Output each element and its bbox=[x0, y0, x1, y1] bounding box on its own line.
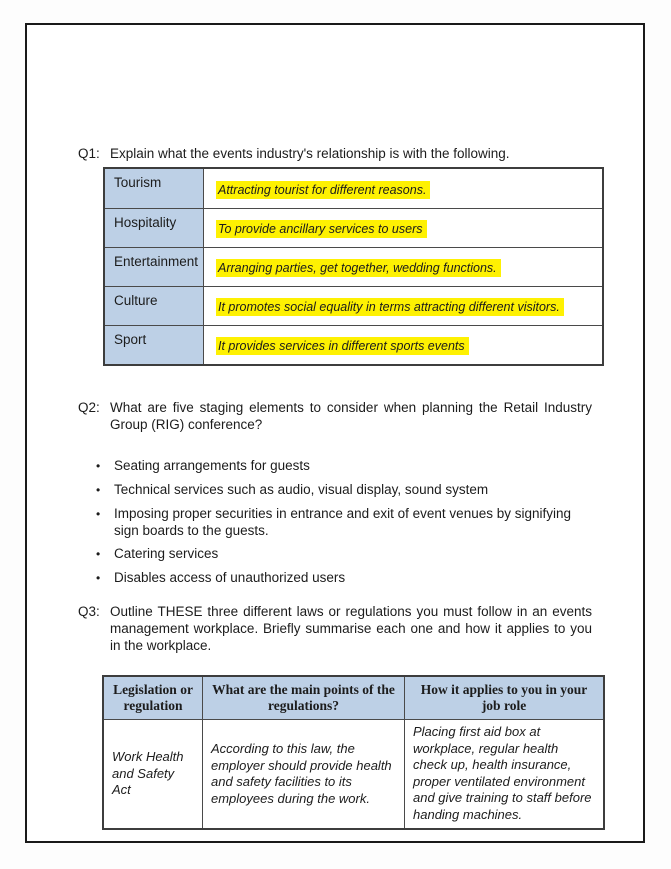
term-cell: Tourism bbox=[105, 169, 204, 208]
highlighted-answer: It provides services in different sports events bbox=[216, 337, 469, 355]
table-row bbox=[105, 169, 602, 208]
highlighted-answer: Arranging parties, get together, wedding functions. bbox=[216, 259, 501, 277]
column-header: What are the main points of the regulations? bbox=[202, 677, 404, 719]
answer-cell bbox=[204, 287, 602, 325]
q2-label: Q2: bbox=[78, 400, 100, 415]
term-cell: Culture bbox=[105, 287, 204, 325]
q3-legislation-table bbox=[102, 675, 605, 830]
term-cell: Sport bbox=[105, 326, 204, 364]
term-cell: Entertainment bbox=[105, 248, 204, 286]
bullet-icon: • bbox=[96, 507, 101, 521]
answer-cell bbox=[204, 326, 602, 364]
list-item bbox=[96, 569, 596, 587]
term-cell: Hospitality bbox=[105, 209, 204, 247]
bullet-text: Imposing proper securities in entrance and exit of event venues by signifying sign boards to the guests. bbox=[114, 506, 572, 538]
legislation-cell: Work Health and Safety Act bbox=[112, 749, 184, 798]
q2-text: What are five staging elements to consider when planning the Retail Industry Group (RIG) conference? bbox=[110, 400, 592, 432]
column-header: How it applies to you in your job role bbox=[404, 677, 603, 719]
list-item bbox=[96, 481, 596, 499]
answer-cell bbox=[204, 169, 602, 208]
answer-cell bbox=[204, 209, 602, 247]
q3-text: Outline THESE three different laws or regulations you must follow in an events management workplace. Briefly summarise each one and how it applies to you in the workplace. bbox=[110, 604, 592, 653]
bullet-text: Seating arrangements for guests bbox=[114, 458, 310, 473]
highlighted-answer: It promotes social equality in terms attracting different visitors. bbox=[216, 298, 564, 316]
bullet-icon: • bbox=[96, 547, 101, 561]
table-row bbox=[104, 720, 603, 828]
question-q2 bbox=[78, 399, 592, 433]
table-row bbox=[105, 208, 602, 247]
list-item bbox=[96, 505, 596, 539]
question-q1 bbox=[78, 145, 592, 162]
highlighted-answer: Attracting tourist for different reasons. bbox=[216, 181, 430, 199]
bullet-text: Catering services bbox=[114, 546, 219, 561]
bullet-text: Disables access of unauthorized users bbox=[114, 570, 346, 585]
question-q3 bbox=[78, 603, 592, 654]
table-header-row bbox=[104, 677, 603, 720]
table-row bbox=[105, 247, 602, 286]
table-row bbox=[105, 286, 602, 325]
list-item bbox=[96, 545, 596, 563]
q1-relationships-table bbox=[103, 167, 604, 366]
q1-text: Explain what the events industry's relationship is with the following. bbox=[110, 146, 510, 161]
bullet-icon: • bbox=[96, 571, 101, 585]
main-points-cell: According to this law, the employer should provide health and safety facilities to its employees during the work. bbox=[202, 720, 404, 828]
job-role-cell: Placing first aid box at workplace, regular health check up, health insurance, proper ventilated environment and give training to staff before handing machines. bbox=[404, 720, 603, 828]
q3-label: Q3: bbox=[78, 604, 100, 619]
bullet-text: Technical services such as audio, visual display, sound system bbox=[114, 482, 489, 497]
q1-label: Q1: bbox=[78, 146, 100, 161]
table-row bbox=[105, 325, 602, 364]
column-header: Legislation or regulation bbox=[104, 677, 202, 719]
highlighted-answer: To provide ancillary services to users bbox=[216, 220, 427, 238]
answer-cell bbox=[204, 248, 602, 286]
q2-bullet-list bbox=[96, 457, 596, 593]
bullet-icon: • bbox=[96, 459, 101, 473]
bullet-icon: • bbox=[96, 483, 101, 497]
list-item bbox=[96, 457, 596, 475]
